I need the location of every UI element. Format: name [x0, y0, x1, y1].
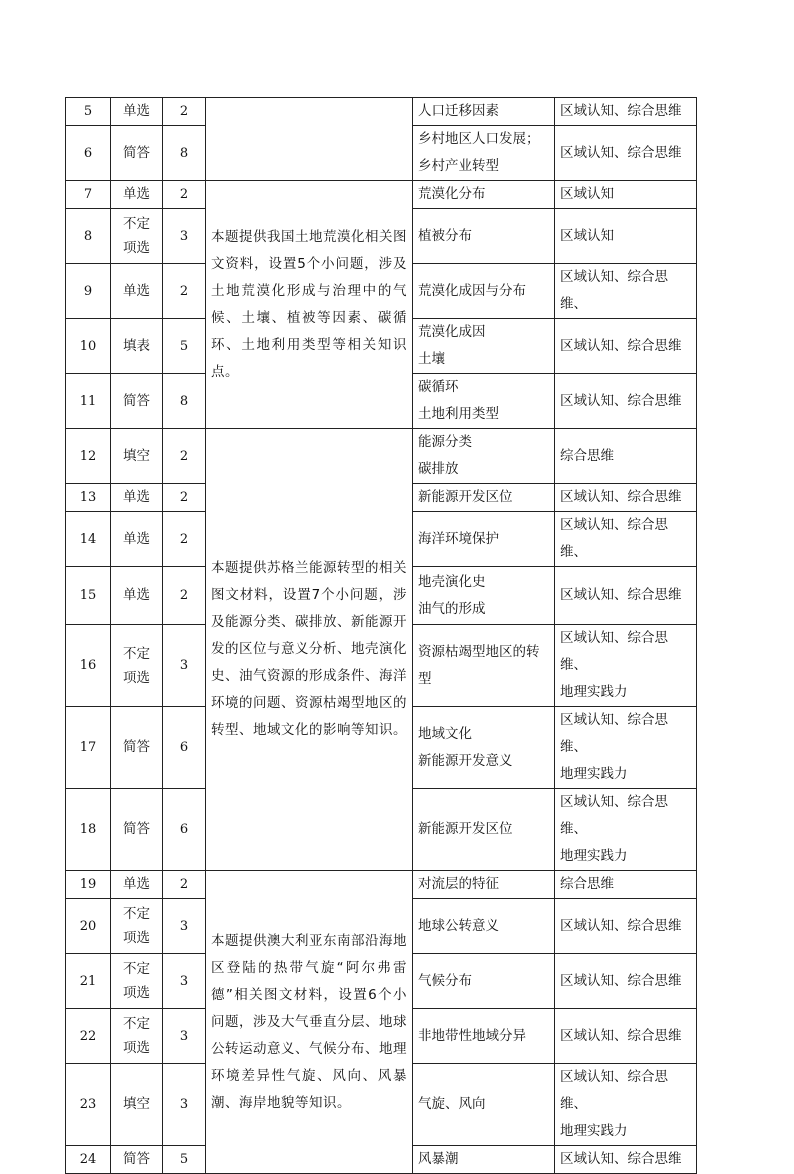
question-type: 单选: [111, 871, 163, 899]
core-competency: 区域认知、综合思维、 地理实践力: [555, 625, 697, 707]
question-type: 填空: [111, 429, 163, 484]
table-row: [66, 98, 697, 126]
knowledge-point: 对流层的特征: [413, 871, 555, 899]
question-type: 填表: [111, 319, 163, 374]
knowledge-point: 人口迁移因素: [413, 98, 555, 126]
question-score: 6: [163, 707, 206, 789]
question-number: 22: [66, 1009, 111, 1064]
core-competency: 区域认知: [555, 181, 697, 209]
question-number: 23: [66, 1064, 111, 1146]
core-competency: 区域认知、综合思维: [555, 374, 697, 429]
knowledge-point: 荒漠化成因与分布: [413, 264, 555, 319]
question-score: 3: [163, 954, 206, 1009]
question-score: 3: [163, 625, 206, 707]
core-competency: 区域认知、综合思维: [555, 1009, 697, 1064]
question-score: 8: [163, 374, 206, 429]
question-score: 2: [163, 429, 206, 484]
knowledge-point: 地域文化 新能源开发意义: [413, 707, 555, 789]
table-row: [66, 181, 697, 209]
question-score: 3: [163, 209, 206, 264]
question-group-description: 本题提供苏格兰能源转型的相关图文材料，设置7个小问题，涉及能源分类、碳排放、新能源开发的区位与意义分析、地壳演化史、油气资源的形成条件、海洋环境的问题、资源枯竭型地区的转型、地域文化的影响等知识。: [206, 429, 413, 871]
table-row: [66, 871, 697, 899]
question-type: 单选: [111, 484, 163, 512]
question-type: 简答: [111, 789, 163, 871]
core-competency: 区域认知、综合思维: [555, 567, 697, 625]
knowledge-point: 新能源开发区位: [413, 789, 555, 871]
knowledge-point: 荒漠化分布: [413, 181, 555, 209]
question-number: 9: [66, 264, 111, 319]
knowledge-point: 非地带性地域分异: [413, 1009, 555, 1064]
core-competency: 区域认知、综合思维: [555, 484, 697, 512]
core-competency: 区域认知、综合思维: [555, 1146, 697, 1174]
core-competency: 区域认知: [555, 209, 697, 264]
knowledge-point: 荒漠化成因 土壤: [413, 319, 555, 374]
question-type: 单选: [111, 567, 163, 625]
question-score: 5: [163, 319, 206, 374]
core-competency: 区域认知、综合思维、: [555, 264, 697, 319]
question-type: 不定 项选: [111, 954, 163, 1009]
knowledge-point: 海洋环境保护: [413, 512, 555, 567]
question-type: 单选: [111, 512, 163, 567]
knowledge-point: 地壳演化史 油气的形成: [413, 567, 555, 625]
question-score: 2: [163, 871, 206, 899]
knowledge-point: 地球公转意义: [413, 899, 555, 954]
question-score: 6: [163, 789, 206, 871]
question-number: 5: [66, 98, 111, 126]
question-score: 2: [163, 181, 206, 209]
knowledge-point: 气候分布: [413, 954, 555, 1009]
table-row: [66, 429, 697, 484]
question-number: 7: [66, 181, 111, 209]
question-type: 单选: [111, 98, 163, 126]
question-score: 2: [163, 264, 206, 319]
question-number: 21: [66, 954, 111, 1009]
question-type: 填空: [111, 1064, 163, 1146]
question-number: 10: [66, 319, 111, 374]
question-number: 13: [66, 484, 111, 512]
question-type: 简答: [111, 1146, 163, 1174]
question-number: 8: [66, 209, 111, 264]
question-number: 19: [66, 871, 111, 899]
question-number: 20: [66, 899, 111, 954]
question-type: 单选: [111, 181, 163, 209]
question-type: 不定 项选: [111, 625, 163, 707]
question-type: 单选: [111, 264, 163, 319]
question-type: 不定 项选: [111, 899, 163, 954]
question-score: 8: [163, 126, 206, 181]
question-number: 6: [66, 126, 111, 181]
core-competency: 区域认知、综合思维、: [555, 512, 697, 567]
knowledge-point: 乡村地区人口发展； 乡村产业转型: [413, 126, 555, 181]
core-competency: 区域认知、综合思维: [555, 899, 697, 954]
question-number: 17: [66, 707, 111, 789]
question-number: 12: [66, 429, 111, 484]
knowledge-point: 植被分布: [413, 209, 555, 264]
core-competency: 区域认知、综合思维: [555, 954, 697, 1009]
question-number: 14: [66, 512, 111, 567]
knowledge-point: 新能源开发区位: [413, 484, 555, 512]
core-competency: 区域认知、综合思维、 地理实践力: [555, 789, 697, 871]
question-analysis-table: [65, 97, 697, 1174]
question-number: 24: [66, 1146, 111, 1174]
question-type: 简答: [111, 126, 163, 181]
question-type: 不定 项选: [111, 209, 163, 264]
knowledge-point: 气旋、风向: [413, 1064, 555, 1146]
knowledge-point: 风暴潮: [413, 1146, 555, 1174]
knowledge-point: 资源枯竭型地区的转 型: [413, 625, 555, 707]
core-competency: 区域认知、综合思维: [555, 98, 697, 126]
question-type: 不定 项选: [111, 1009, 163, 1064]
core-competency: 区域认知、综合思维: [555, 126, 697, 181]
knowledge-point: 碳循环 土地利用类型: [413, 374, 555, 429]
core-competency: 综合思维: [555, 429, 697, 484]
question-group-description: 本题提供澳大利亚东南部沿海地区登陆的热带气旋“阿尔弗雷德”相关图文材料，设置6个小问题，涉及大气垂直分层、地球公转运动意义、气候分布、地理环境差异性气旋、风向、风暴潮、海岸地貌等知识。: [206, 871, 413, 1174]
question-number: 16: [66, 625, 111, 707]
knowledge-point: 能源分类 碳排放: [413, 429, 555, 484]
question-score: 2: [163, 98, 206, 126]
question-score: 2: [163, 484, 206, 512]
core-competency: 综合思维: [555, 871, 697, 899]
core-competency: 区域认知、综合思维、 地理实践力: [555, 1064, 697, 1146]
core-competency: 区域认知、综合思维: [555, 319, 697, 374]
question-score: 2: [163, 512, 206, 567]
question-score: 5: [163, 1146, 206, 1174]
question-number: 11: [66, 374, 111, 429]
question-score: 2: [163, 567, 206, 625]
question-score: 3: [163, 1064, 206, 1146]
question-type: 简答: [111, 707, 163, 789]
question-type: 简答: [111, 374, 163, 429]
question-group-description: [206, 98, 413, 181]
question-number: 15: [66, 567, 111, 625]
question-number: 18: [66, 789, 111, 871]
question-score: 3: [163, 899, 206, 954]
core-competency: 区域认知、综合思维、 地理实践力: [555, 707, 697, 789]
question-score: 3: [163, 1009, 206, 1064]
question-group-description: 本题提供我国土地荒漠化相关图文资料，设置5个小问题，涉及土地荒漠化形成与治理中的气候、土壤、植被等因素、碳循环、土地利用类型等相关知识点。: [206, 181, 413, 429]
